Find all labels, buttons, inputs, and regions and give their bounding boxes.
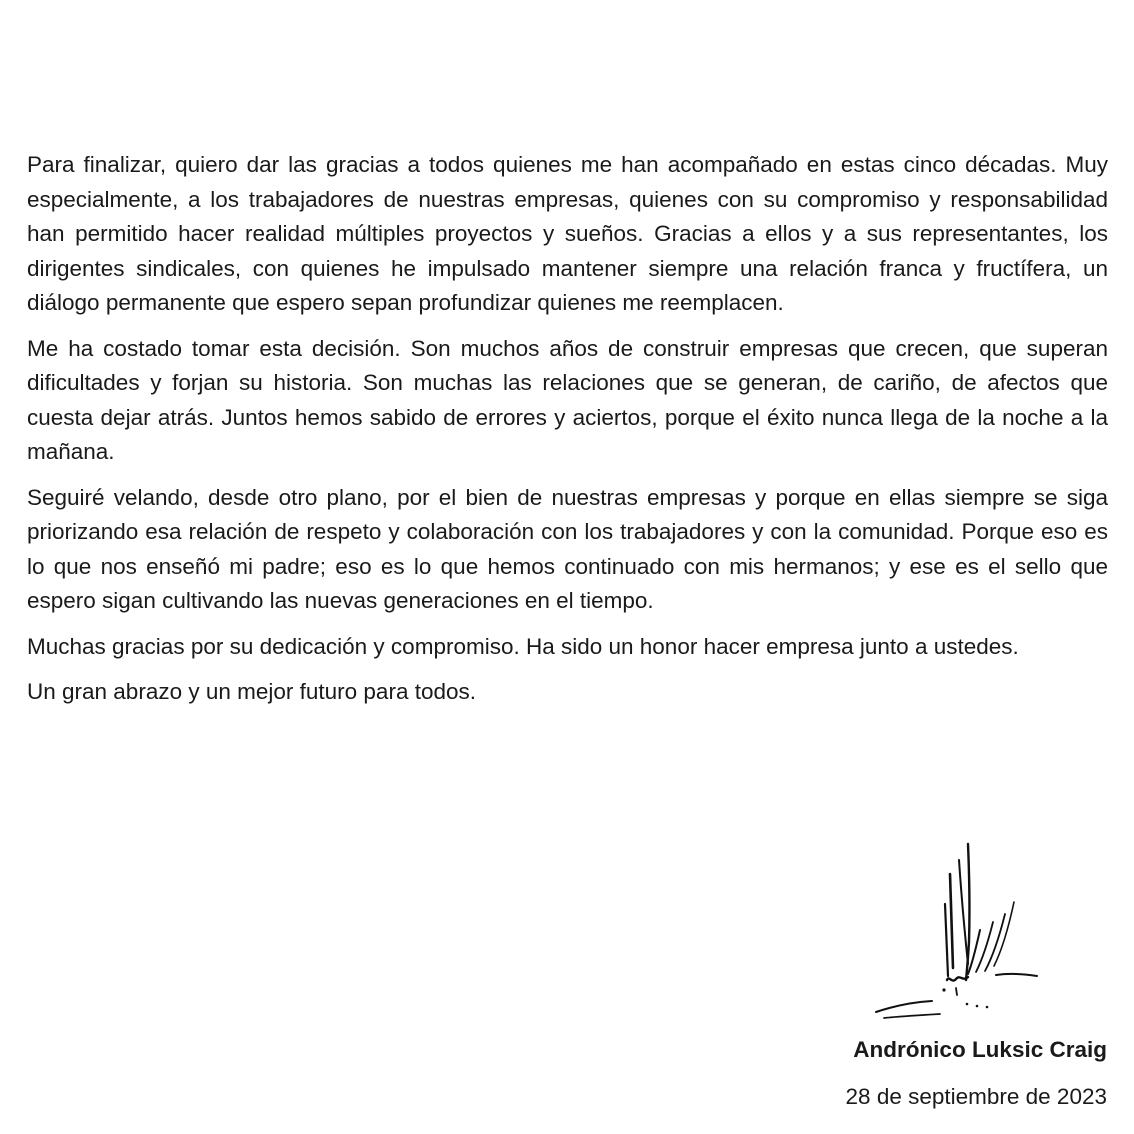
paragraph-5: Un gran abrazo y un mejor futuro para todos.	[27, 679, 477, 704]
handwritten-signature	[868, 838, 1048, 1028]
paragraph-1: Para finalizar, quiero dar las gracias a todos quienes me han acompañado en estas cinco décadas. Muy especialmente, a los trabajadores de nuestras empresas, quienes con su compromiso y responsabilidad han permitido hacer realidad múltiples proyectos y sueños. Gracias a ellos y a sus representantes, los dirigentes sindicales, con quienes he impulsado mantener siempre una relación franca y fructífera, un diálogo permanente que espero sepan profundizar quienes me reemplacen.	[27, 152, 1108, 315]
paragraph-2: Me ha costado tomar esta decisión. Son muchos años de construir empresas que crecen, que superan dificultades y forjan su historia. Son muchas las relaciones que se generan, de cariño, de afectos que cuesta dejar atrás. Juntos hemos sabido de errores y aciertos, porque el éxito nunca llega de la noche a la mañana.	[27, 335, 1108, 464]
letter-body	[27, 148, 1108, 721]
paragraph-3: Seguiré velando, desde otro plano, por el bien de nuestras empresas y porque en ellas siempre se siga priorizando esa relación de respeto y colaboración con los trabajadores y con la comunidad. Porque eso es lo que nos enseñó mi padre; eso es lo que hemos continuado con mis hermanos; y ese es el sello que espero sigan cultivando las nuevas generaciones en el tiempo.	[27, 484, 1108, 613]
signer-name: Andrónico Luksic Craig	[853, 1037, 1107, 1062]
letter-date: 28 de septiembre de 2023	[845, 1084, 1107, 1109]
paragraph-4: Muchas gracias por su dedicación y compromiso. Ha sido un honor hacer empresa junto a ustedes.	[27, 633, 1019, 659]
